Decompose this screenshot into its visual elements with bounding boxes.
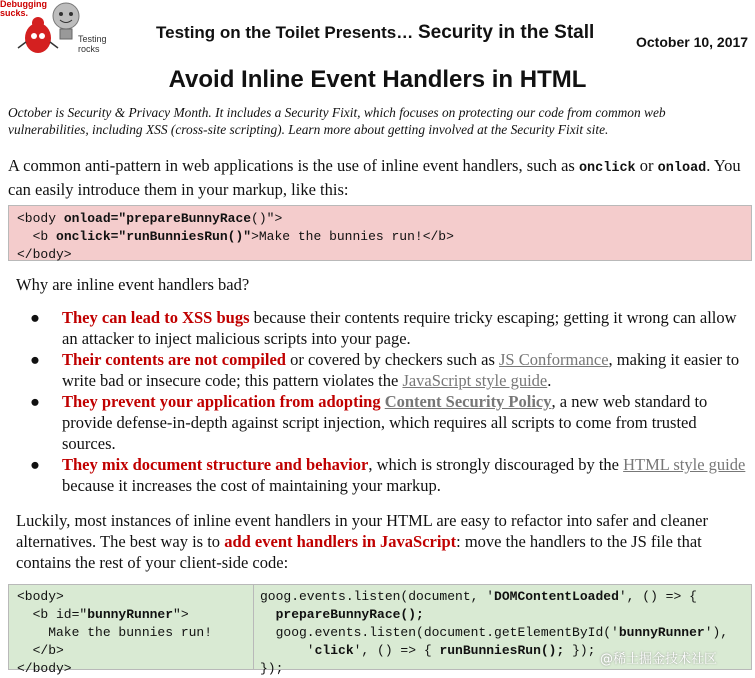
javascript-style-guide-link[interactable]: JavaScript style guide: [402, 371, 548, 390]
list-item: ● Their contents are not compiled or covered by checkers such as JS Conformance, making it easier to write bad or insecure code; this pattern violates the JavaScript style guide.: [30, 350, 740, 390]
logo-debugging-text: Debugging sucks.: [0, 0, 47, 18]
list-item: ● They prevent your application from adopting Content Security Policy, a new web standard to provide defense-in-depth against script injection, which requires all scripts to come from trusted sources.: [30, 392, 708, 453]
list-item: ● They mix document structure and behavior, which is strongly discouraged by the HTML style guide because it increases the cost of maintaining your markup.: [30, 455, 746, 495]
html-style-guide-link[interactable]: HTML style guide: [623, 455, 746, 474]
list-item: ● They can lead to XSS bugs because their contents require tricky escaping; getting it wrong can allow an attacker to inject malicious scripts into your page.: [30, 308, 737, 348]
para1-text: A common anti-pattern in web applications is the use of inline event handlers, such as: [8, 156, 579, 175]
onload-code: onload: [657, 161, 707, 176]
paragraph-intro: [8, 155, 750, 200]
page-title: Avoid Inline Event Handlers in HTML: [168, 66, 587, 93]
code-block-javascript: goog.events.listen(document, 'DOMContentLoaded', () => { prepareBunnyRace(); goog.events.listen(document.getElementById('bunnyRunner'), 'click', () => { runBunniesRun(); }); });: [254, 584, 752, 670]
code-block-inline-handlers: <body onload="prepareBunnyRace()"> <b onclick="runBunniesRun()">Make the bunnies run!</b> </body>: [8, 205, 752, 261]
paragraph-solution: Luckily, most instances of inline event handlers in your HTML are easy to refactor into safer and cleaner alternatives. The best way is to add event handlers in JavaScript: move the handlers to the JS file that contains the rest of your client-side code:: [16, 511, 708, 572]
bullet-icon: ●: [30, 350, 40, 369]
reasons-list: [20, 307, 750, 496]
bullet-icon: ●: [30, 455, 40, 474]
para1-text: or: [635, 156, 658, 175]
header-title-main: Security in the Stall: [417, 22, 595, 43]
js-conformance-link[interactable]: JS Conformance: [499, 350, 609, 369]
bullet-icon: ●: [30, 308, 40, 327]
header-title-prefix: Testing on the Toilet Presents…: [156, 23, 414, 42]
logo-testing-text: Testing rocks: [78, 34, 107, 54]
tott-logo: [0, 0, 120, 56]
intro-text: October is Security & Privacy Month. It includes a Security Fixit, which focuses on protecting our code from common web vulnerabilities, including XSS (cross-site scripting). Learn more about getting involved at the Security Fixit site.: [8, 105, 666, 137]
watermark: @稀土掘金技术社区: [600, 652, 718, 667]
onclick-code: onclick: [578, 161, 636, 176]
content-security-policy-link[interactable]: Content Security Policy: [384, 392, 552, 411]
why-question: Why are inline event handlers bad?: [16, 275, 250, 294]
bullet-icon: ●: [30, 392, 40, 411]
date: October 10, 2017: [636, 34, 749, 50]
header-title: [156, 22, 594, 44]
code-block-html: <body> <b id="bunnyRunner"> Make the bunnies run! </b> </body>: [8, 584, 254, 670]
para1-text: . You can easily introduce them in your markup, like this:: [8, 156, 741, 199]
